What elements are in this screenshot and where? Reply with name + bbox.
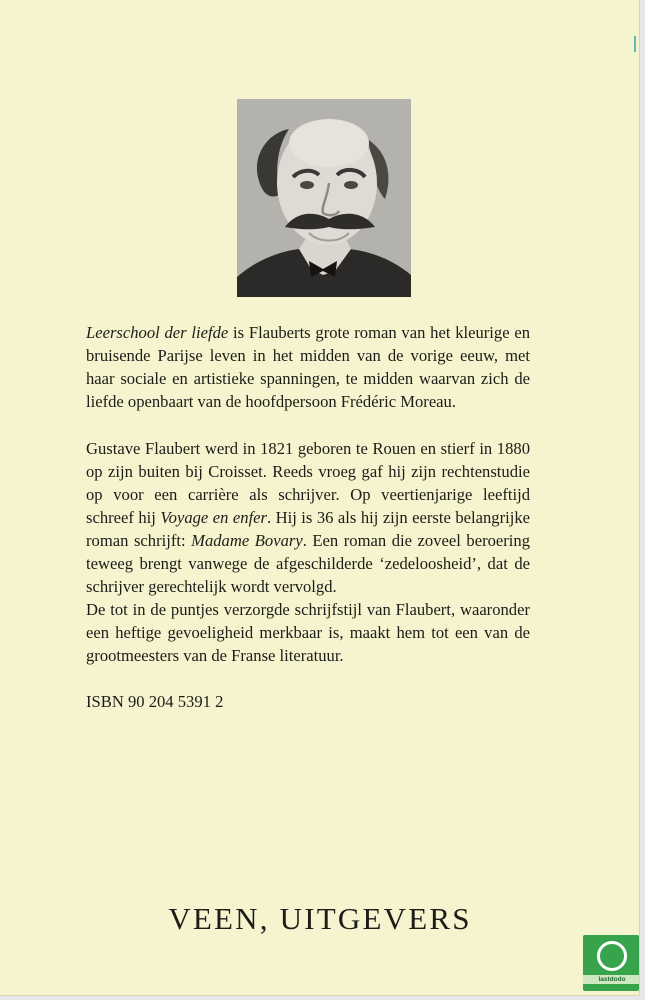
dodo-logo-icon — [597, 941, 627, 971]
biography-text-2: . Hij is 36 als hij zijn eerste belangrijke roman schrijft: — [86, 508, 530, 550]
biography-text-3: . Een roman die zoveel beroering teweeg brengt vanwege de afgeschilderde ‘zedeloosheid’, dat de schrijver gerechtelijk wordt vervolgd. — [86, 531, 530, 596]
portrait-illustration — [237, 99, 411, 297]
lastdodo-sticker — [583, 935, 639, 991]
sticker-text: lastdodo — [598, 976, 626, 983]
style-paragraph: De tot in de puntjes verzorgde schrijfstijl van Flaubert, waaronder een heftige gevoeligheid merkbaar is, maakt hem tot een van de grootmeesters van de Franse literatuur. — [86, 600, 530, 665]
author-portrait — [237, 99, 411, 297]
publisher-name: VEEN, UITGEVERS — [168, 901, 472, 936]
description-paragraph — [86, 321, 530, 413]
edge-accent — [634, 36, 636, 52]
work-title-bovary: Madame Bovary — [191, 531, 303, 550]
biography-text-1: Gustave Flaubert werd in 1821 geboren te Rouen en stierf in 1880 op zijn buiten bij Croisset. Reeds vroeg gaf hij zijn rechtenstudie op voor een carrière als schrijver. Op veertienjarige leeftijd schreef hij — [86, 439, 530, 527]
description-text: is Flauberts grote roman van het kleurige en bruisende Parijse leven in het midden van de vorige eeuw, met haar sociale en artistieke spanningen, te midden waarvan zich de liefde openbaart van de hoofdpersoon Frédéric Moreau. — [86, 323, 530, 411]
author-biography — [86, 437, 530, 598]
work-title-voyage: Voyage en enfer — [160, 508, 267, 527]
book-title: Leerschool der liefde — [86, 323, 229, 342]
isbn: ISBN 90 204 5391 2 — [86, 692, 224, 711]
